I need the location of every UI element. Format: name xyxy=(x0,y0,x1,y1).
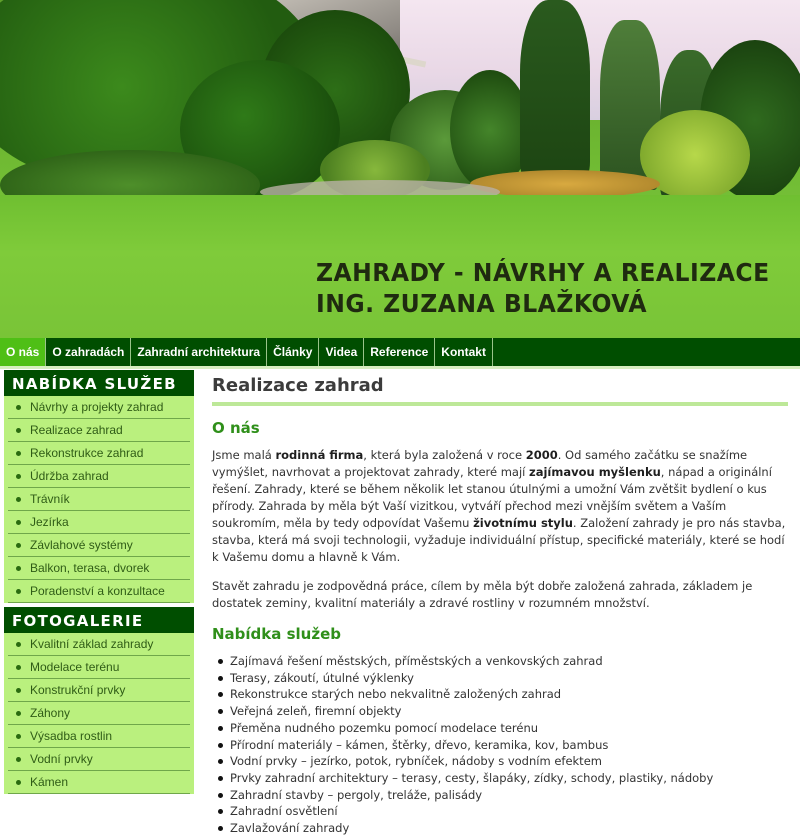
sidebar-item-modelace[interactable]: Modelace terénu xyxy=(8,656,190,679)
intro-paragraph: Stavět zahradu je zodpovědná práce, cílem by měla být dobře založená zahrada, základem je dostatek zeminy, kvalitní materiály a zdravé rostliny v rozumném množství. xyxy=(212,579,753,610)
tree-shape xyxy=(520,0,590,180)
nav-item-o-nas[interactable]: O nás xyxy=(0,338,46,366)
text-run: . Od samého začátku se snažíme vymýšlet, navrhovat a projektovat zahrady, které mají xyxy=(212,448,748,479)
about-paragraph xyxy=(212,447,788,566)
nav-item-zahradni-architektura[interactable]: Zahradní architektura xyxy=(131,338,267,366)
sidebar-item-konstrukcni-prvky[interactable]: Konstrukční prvky xyxy=(8,679,190,702)
text-bold: rodinná firma xyxy=(275,448,364,462)
services-box xyxy=(4,370,194,603)
list-item: Zahradní stavby – pergoly, treláže, palisády xyxy=(218,787,788,804)
sidebar-item-vysadba[interactable]: Výsadba rostlin xyxy=(8,725,190,748)
text-run: . Založení zahrady je pro nás stavba, stavba, která má svoji technologii, vyžaduje individuální přístup, specifické materiály, které se hodí k Vašemu domu a hlavně k Vám. xyxy=(212,516,786,564)
nav-item-videa[interactable]: Videa xyxy=(319,338,364,366)
nav-divider xyxy=(0,366,800,369)
main-navigation xyxy=(0,338,800,366)
site-title: ZAHRADY - NÁVRHY A REALIZACE xyxy=(316,258,770,287)
list-item: Terasy, zákoutí, útulné výklenky xyxy=(218,670,788,687)
nav-item-reference[interactable]: Reference xyxy=(364,338,435,366)
nav-item-kontakt[interactable]: Kontakt xyxy=(435,338,493,366)
sidebar-item-vodni-prvky[interactable]: Vodní prvky xyxy=(8,748,190,771)
sidebar-item-navrhy[interactable]: Návrhy a projekty zahrad xyxy=(8,396,190,419)
list-item: Prvky zahradní architektury – terasy, cesty, šlapáky, zídky, schody, plastiky, nádoby xyxy=(218,770,788,787)
list-item: Veřejná zeleň, firemní objekty xyxy=(218,703,788,720)
text-run: Jsme malá xyxy=(212,448,276,462)
about-heading: O nás xyxy=(212,419,260,437)
header-banner xyxy=(0,0,800,338)
text-run: , nápad a originální řešení. Zahrady, které se během několik let stanou útulnými a umožní Vám zvětšit bydlení o kus přírody. Zahrada by měla být Vaší vizitkou, vytváří přechod mezi vnějším světem a Vaším soukromím, měla by tedy odpovídat Vašemu xyxy=(212,465,772,530)
list-item: Zavlažování zahrady xyxy=(218,820,788,837)
sidebar xyxy=(4,370,194,798)
sidebar-item-poradenstvi[interactable]: Poradenství a konzultace xyxy=(8,580,190,603)
text-bold: 2000 xyxy=(525,448,558,462)
list-item: Přírodní materiály – kámen, štěrky, dřevo, keramika, kov, bambus xyxy=(218,737,788,754)
text-bold: zajímavou myšlenku xyxy=(529,465,661,479)
page-title: Realizace zahrad xyxy=(212,372,788,406)
sidebar-item-zahony[interactable]: Záhony xyxy=(8,702,190,725)
nav-item-clanky[interactable]: Články xyxy=(267,338,319,366)
services-list xyxy=(4,396,194,603)
sidebar-item-realizace[interactable]: Realizace zahrad xyxy=(8,419,190,442)
services-section-heading: Nabídka služeb xyxy=(212,625,342,643)
gallery-box xyxy=(4,607,194,794)
list-item: Přeměna nudného pozemku pomocí modelace terénu xyxy=(218,720,788,737)
nav-item-o-zahradach[interactable]: O zahradách xyxy=(46,338,131,366)
gallery-heading: FOTOGALERIE xyxy=(4,607,194,633)
main-content xyxy=(212,372,788,837)
site-subtitle: ING. ZUZANA BLAŽKOVÁ xyxy=(316,289,647,318)
sidebar-item-udrzba[interactable]: Údržba zahrad xyxy=(8,465,190,488)
list-item: Zahradní osvětlení xyxy=(218,803,788,820)
text-bold: životnímu stylu xyxy=(473,516,573,530)
services-bullet-list xyxy=(212,653,788,837)
gallery-list xyxy=(4,633,194,794)
sidebar-item-travnik[interactable]: Trávník xyxy=(8,488,190,511)
text-run: , která byla založená v roce xyxy=(363,448,526,462)
sidebar-item-rekonstrukce[interactable]: Rekonstrukce zahrad xyxy=(8,442,190,465)
sidebar-item-zaklad[interactable]: Kvalitní základ zahrady xyxy=(8,633,190,656)
sidebar-item-kamen[interactable]: Kámen xyxy=(8,771,190,794)
sidebar-item-jezirka[interactable]: Jezírka xyxy=(8,511,190,534)
sidebar-item-zavlahove-systemy[interactable]: Závlahové systémy xyxy=(8,534,190,557)
list-item: Vodní prvky – jezírko, potok, rybníček, nádoby s vodním efektem xyxy=(218,753,788,770)
sidebar-item-balkon[interactable]: Balkon, terasa, dvorek xyxy=(8,557,190,580)
list-item: Zajímavá řešení městských, příměstských a venkovských zahrad xyxy=(218,653,788,670)
list-item: Rekonstrukce starých nebo nekvalitně založených zahrad xyxy=(218,686,788,703)
services-heading: NABÍDKA SLUŽEB xyxy=(4,370,194,396)
